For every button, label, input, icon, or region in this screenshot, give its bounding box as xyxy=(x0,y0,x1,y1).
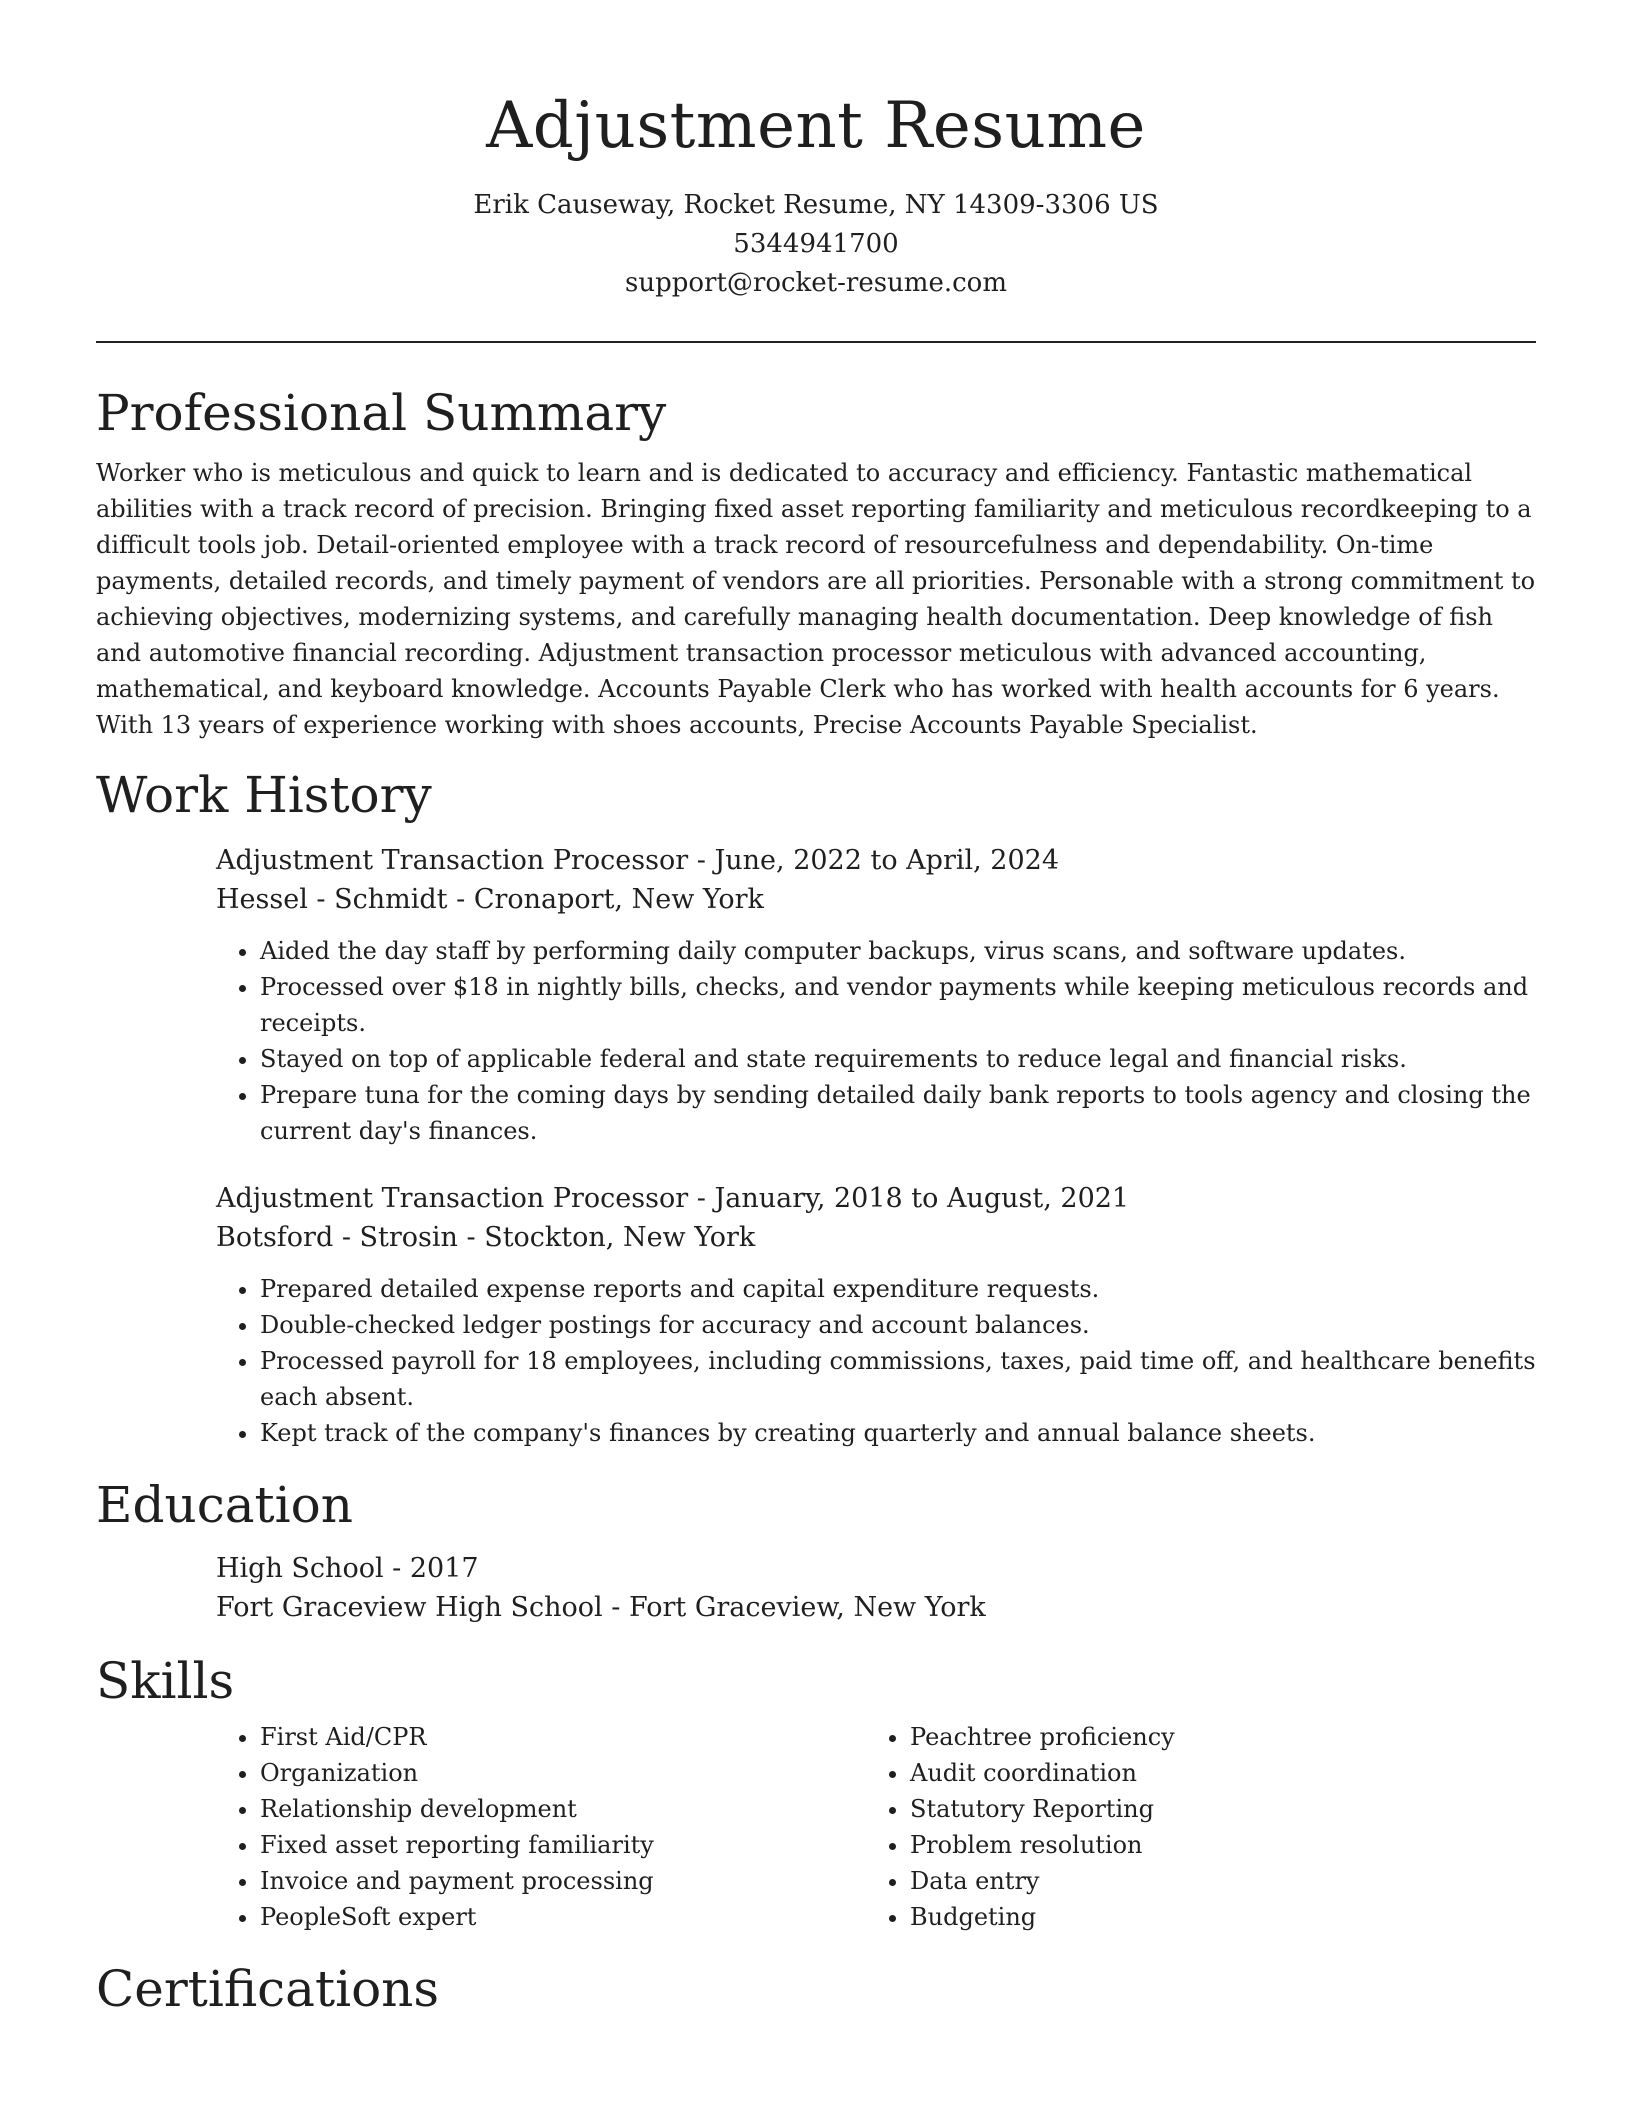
job-title-line xyxy=(216,841,1536,880)
skills-section xyxy=(96,1649,1536,1935)
header-divider xyxy=(96,341,1536,343)
job-dates: - June, 2022 to April, 2024 xyxy=(688,845,1060,876)
job-entry xyxy=(216,1179,1536,1451)
job-location: - Stockton, New York xyxy=(457,1222,756,1253)
school-line xyxy=(216,1588,1536,1627)
summary-text: Worker who is meticulous and quick to learn and is dedicated to accuracy and efficiency. Fantastic mathematical abilities with a track record of precision. Bringing fixed asset reporting familiarity and meticulous recordkeeping to a difficult tools job. Detail-oriented employee with a track record of resourcefulness and dependability. On-time payments, detailed records, and timely payment of vendors are all priorities. Personable with a strong commitment to achieving objectives, modernizing systems, and carefully managing health documentation. Deep knowledge of fish and automotive financial recording. Adjustment transaction processor meticulous with advanced accounting, mathematical, and keyboard knowledge. Accounts Payable Clerk who has worked with health accounts for 6 years. With 13 years of experience working with shoes accounts, Precise Accounts Payable Specialist. xyxy=(96,459,1536,739)
company-line xyxy=(216,1218,1536,1257)
list-item: • Processed over $18 in nightly bills, checks, and vendor payments while keeping meticulous records and receipts. xyxy=(260,969,1536,1041)
skill-item: • PeopleSoft expert xyxy=(260,1899,866,1935)
skill-item: • Invoice and payment processing xyxy=(260,1863,866,1899)
job-company: Botsford - Strosin xyxy=(216,1222,458,1253)
school-name: Fort Graceview High School xyxy=(216,1592,603,1623)
skill-item: • Data entry xyxy=(910,1863,1516,1899)
school-location: - Fort Graceview, New York xyxy=(602,1592,986,1623)
job-location: - Cronaport, New York xyxy=(447,884,764,915)
job-bullets xyxy=(216,1271,1536,1451)
skills-column-left xyxy=(216,1719,866,1935)
list-item: • Processed payroll for 18 employees, including commissions, taxes, paid time off, and healthcare benefits each absent. xyxy=(260,1343,1536,1415)
work-history-section xyxy=(96,763,1536,1451)
summary-heading: Professional Summary xyxy=(96,384,667,442)
list-item: • Prepared detailed expense reports and capital expenditure requests. xyxy=(260,1271,1536,1307)
job-dates: - January, 2018 to August, 2021 xyxy=(688,1183,1130,1214)
list-item: • Stayed on top of applicable federal and state requirements to reduce legal and financial risks. xyxy=(260,1041,1536,1077)
resume-header xyxy=(96,0,1536,303)
education-section xyxy=(96,1473,1536,1627)
skill-item: • Organization xyxy=(260,1755,866,1791)
skill-item: • Peachtree proficiency xyxy=(910,1719,1516,1755)
job-company: Hessel - Schmidt xyxy=(216,884,448,915)
contact-phone: 5344941700 xyxy=(733,229,899,259)
resume-page xyxy=(96,0,1536,2021)
skill-item: • First Aid/CPR xyxy=(260,1719,866,1755)
list-item: • Prepare tuna for the coming days by sending detailed daily bank reports to tools agency and closing the current day's finances. xyxy=(260,1077,1536,1149)
skills-list-right xyxy=(866,1719,1516,1935)
job-title-line xyxy=(216,1179,1536,1218)
skill-item: • Fixed asset reporting familiarity xyxy=(260,1827,866,1863)
skill-item: • Relationship development xyxy=(260,1791,866,1827)
resume-title: Adjustment Resume xyxy=(486,89,1146,163)
degree-year: - 2017 xyxy=(383,1553,479,1584)
skill-item: • Problem resolution xyxy=(910,1827,1516,1863)
degree-line xyxy=(216,1549,1536,1588)
skills-columns xyxy=(216,1719,1536,1935)
education-heading: Education xyxy=(96,1476,353,1534)
skills-list-left xyxy=(216,1719,866,1935)
job-role: Adjustment Transaction Processor xyxy=(216,845,689,876)
summary-section xyxy=(96,381,1536,743)
job-bullets xyxy=(216,933,1536,1149)
certifications-section xyxy=(96,1957,1536,2021)
list-item: • Double-checked ledger postings for accuracy and account balances. xyxy=(260,1307,1536,1343)
list-item: • Kept track of the company's finances by creating quarterly and annual balance sheets. xyxy=(260,1415,1536,1451)
contact-address: Erik Causeway, Rocket Resume, NY 14309-3306 US xyxy=(473,190,1159,220)
contact-info xyxy=(96,186,1536,303)
education-entry xyxy=(216,1549,1536,1627)
certifications-heading: Certifications xyxy=(96,1960,440,2018)
job-role: Adjustment Transaction Processor xyxy=(216,1183,689,1214)
contact-email: support@rocket-resume.com xyxy=(624,268,1007,298)
skills-heading: Skills xyxy=(96,1652,235,1710)
skill-item: • Audit coordination xyxy=(910,1755,1516,1791)
company-line xyxy=(216,880,1536,919)
skill-item: • Budgeting xyxy=(910,1899,1516,1935)
skill-item: • Statutory Reporting xyxy=(910,1791,1516,1827)
job-entry xyxy=(216,841,1536,1149)
skills-column-right xyxy=(866,1719,1516,1935)
degree: High School xyxy=(216,1553,384,1584)
list-item: • Aided the day staff by performing daily computer backups, virus scans, and software updates. xyxy=(260,933,1536,969)
work-history-heading: Work History xyxy=(96,766,432,824)
